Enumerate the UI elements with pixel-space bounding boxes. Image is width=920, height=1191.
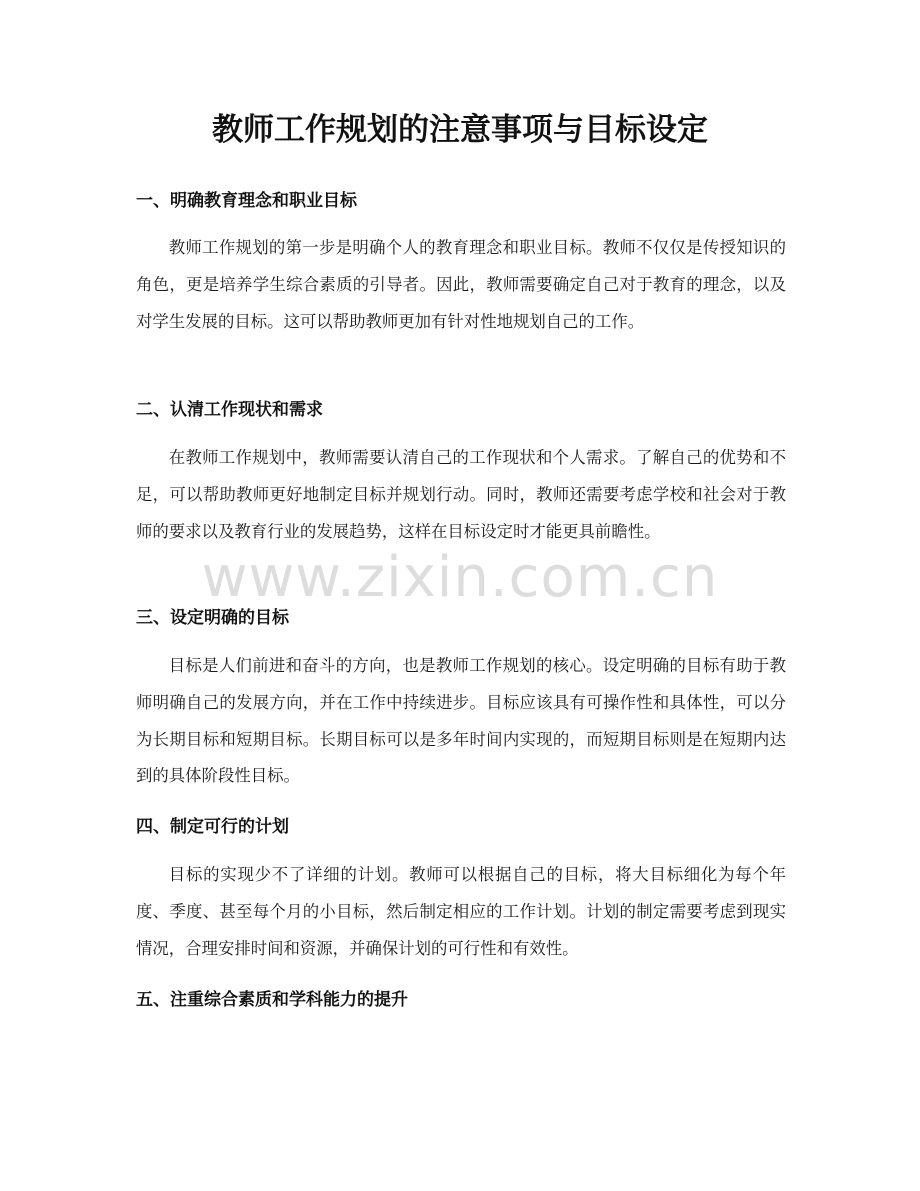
watermark: www.zixin.com.cn [201,545,719,610]
section-2-heading: 二、认清工作现状和需求 [136,400,323,420]
section-1-heading: 一、明确教育理念和职业目标 [136,191,357,211]
section-5-heading: 五、注重综合素质和学科能力的提升 [136,990,408,1010]
section-3-paragraph: 目标是人们前进和奋斗的方向，也是教师工作规划的核心。设定明确的目标有助于教师明确自己的发展方向，并在工作中持续进步。目标应该具有可操作性和具体性，可以分为长期目标和短期目标。长期目标可以是多年时间内实现的，而短期目标则是在短期内达到的具体阶段性目标。 [136,656,786,786]
section-3-heading: 三、设定明确的目标 [136,608,289,628]
section-2-paragraph: 在教师工作规划中，教师需要认清自己的工作现状和个人需求。了解自己的优势和不足，可以帮助教师更好地制定目标并规划行动。同时，教师还需要考虑学校和社会对于教师的要求以及教育行业的发展趋势，这样在目标设定时才能更具前瞻性。 [136,448,786,541]
section-4-heading: 四、制定可行的计划 [136,817,289,837]
section-4-paragraph: 目标的实现少不了详细的计划。教师可以根据自己的目标，将大目标细化为每个年度、季度、甚至每个月的小目标，然后制定相应的工作计划。计划的制定需要考虑到现实情况，合理安排时间和资源，并确保计划的可行性和有效性。 [136,865,786,958]
document-title: 教师工作规划的注意事项与目标设定 [212,112,708,148]
section-1-paragraph: 教师工作规划的第一步是明确个人的教育理念和职业目标。教师不仅仅是传授知识的角色，更是培养学生综合素质的引导者。因此，教师需要确定自己对于教育的理念，以及对学生发展的目标。这可以帮助教师更加有针对性地规划自己的工作。 [136,238,786,331]
